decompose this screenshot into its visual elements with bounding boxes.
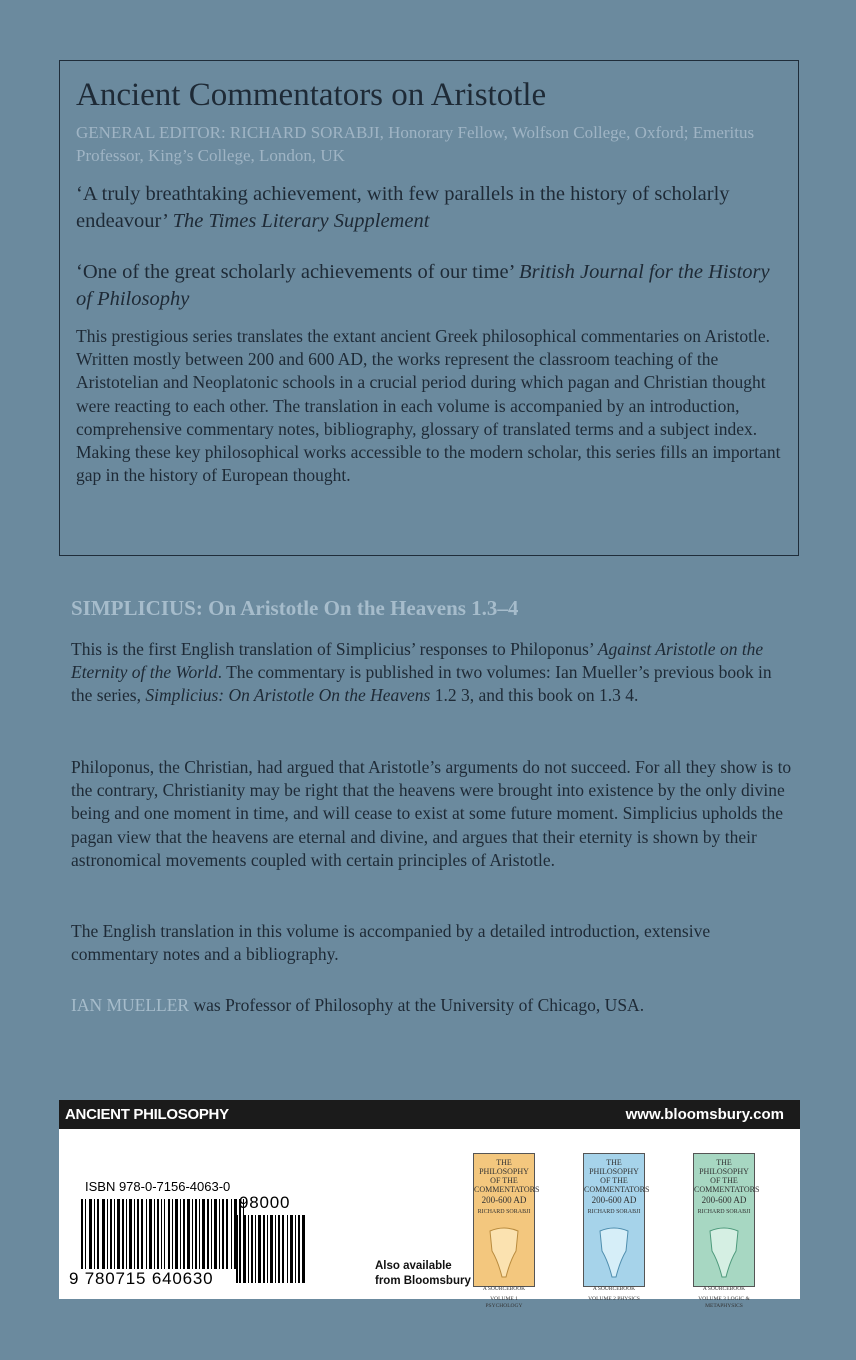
footer-bar (59, 1100, 800, 1129)
quote-source: The Times Literary Supplement (172, 210, 430, 232)
volume-paragraph-1 (71, 638, 796, 708)
author-bio (71, 994, 796, 1017)
series-title: Ancient Commentators on Aristotle (76, 77, 547, 113)
category-label: ANCIENT PHILOSOPHY (65, 1106, 229, 1123)
book-title: THE PHILOSOPHY OF THE COMMENTATORS (474, 1158, 540, 1194)
book-dates: 200-600 AD (591, 1195, 637, 1205)
also-available-label: Also available from Bloomsbury (375, 1260, 471, 1287)
italic-title: Against Aristotle on the Eternity of the World (71, 639, 764, 683)
volume-paragraph-2: Philoponus, the Christian, had argued that Aristotle’s arguments do not succeed. For all they show is to the contrary, Christianity may be right that the heavens were brought into existence by the only divine being and one moment in time, and will cease to exist at some future moment. Simplicius upholds the pagan view that the heavens are eternal and divine, and argues that their eternity is shown by their astronomical movements coupled with certain principles of Aristotle. (71, 757, 792, 870)
volume-paragraph-3: The English translation in this volume is accompanied by a detailed introduction, extensive commentary notes and a bibliography. (71, 921, 711, 965)
quote-text: ‘One of the great scholarly achievements of our time’ (76, 261, 520, 283)
book-subtitle: A SOURCEBOOK (482, 1286, 526, 1292)
review-quote-2 (76, 259, 782, 313)
book-volume: VOLUME 3 LOGIC & METAPHYSICS (698, 1296, 750, 1309)
quote-source: British Journal for the History of Philosophy (76, 261, 770, 310)
book-dates: 200-600 AD (481, 1195, 527, 1205)
italic-title: Simplicius: On Aristotle On the Heavens (145, 685, 431, 706)
book-title: THE PHILOSOPHY OF THE COMMENTATORS (584, 1158, 650, 1194)
book-cover-map-image (592, 1221, 636, 1281)
isbn-label: ISBN 978-0-7156-4063-0 (85, 1179, 231, 1194)
book-volume: VOLUME 1 PSYCHOLOGY (485, 1296, 523, 1309)
footer-panel (59, 1129, 800, 1309)
book-editor: RICHARD SORABJI (697, 1209, 751, 1215)
quote-text: ‘A truly breathtaking achievement, with few parallels in the history of scholarly endeavour’ (76, 183, 730, 232)
book-subtitle: A SOURCEBOOK (592, 1286, 636, 1292)
book-editor: RICHARD SORABJI (477, 1209, 531, 1215)
price-addon-barcode (234, 1193, 308, 1283)
publisher-url[interactable]: www.bloomsbury.com (625, 1106, 784, 1123)
text-run: . The commentary is published in two volumes: Ian Mueller’s previous book in the series, (71, 662, 772, 706)
price-addon-digits: 98000 (239, 1193, 291, 1212)
general-editor: GENERAL EDITOR: RICHARD SORABJI, Honorary Fellow, Wolfson College, Oxford; Emeritus Professor, King’s College, London, UK (76, 123, 755, 165)
text-run: This is the first English translation of Simplicius’ responses to Philoponus’ (71, 639, 598, 659)
book-subtitle: A SOURCEBOOK (702, 1286, 746, 1292)
series-description-box (59, 60, 799, 556)
series-blurb: This prestigious series translates the extant ancient Greek philosophical commentaries on Aristotle. Written mostly between 200 and 600 AD, the works represent the classroom teaching of the Aristotelian and Neoplatonic schools in a crucial period during which pagan and Christian thought were reacting to each other. The translation in each volume is accompanied by an introduction, comprehensive commentary notes, bibliography, glossary of translated terms and a subject index. Making these key philosophical works accessible to the modern scholar, this series fills an important gap in the history of European thought. (76, 326, 781, 486)
related-book-2[interactable] (583, 1153, 650, 1302)
barcode-digits: 9 780715 640630 (69, 1269, 214, 1288)
book-volume: VOLUME 2 PHYSICS (588, 1296, 640, 1302)
text-run: 1.2 3, and this book on 1.3 4. (430, 685, 639, 706)
book-cover-map-image (482, 1221, 526, 1281)
review-quote-1 (76, 181, 782, 235)
related-book-1[interactable] (473, 1153, 540, 1309)
book-title: THE PHILOSOPHY OF THE COMMENTATORS (694, 1158, 760, 1194)
author-name: IAN MUELLER (71, 995, 190, 1015)
author-bio-text: was Professor of Philosophy at the University of Chicago, USA. (189, 995, 645, 1015)
book-editor: RICHARD SORABJI (587, 1209, 641, 1215)
related-book-3[interactable] (693, 1153, 760, 1309)
book-dates: 200-600 AD (701, 1195, 747, 1205)
book-cover-map-image (702, 1221, 746, 1281)
volume-title: SIMPLICIUS: On Aristotle On the Heavens 1.3–4 (71, 596, 519, 620)
